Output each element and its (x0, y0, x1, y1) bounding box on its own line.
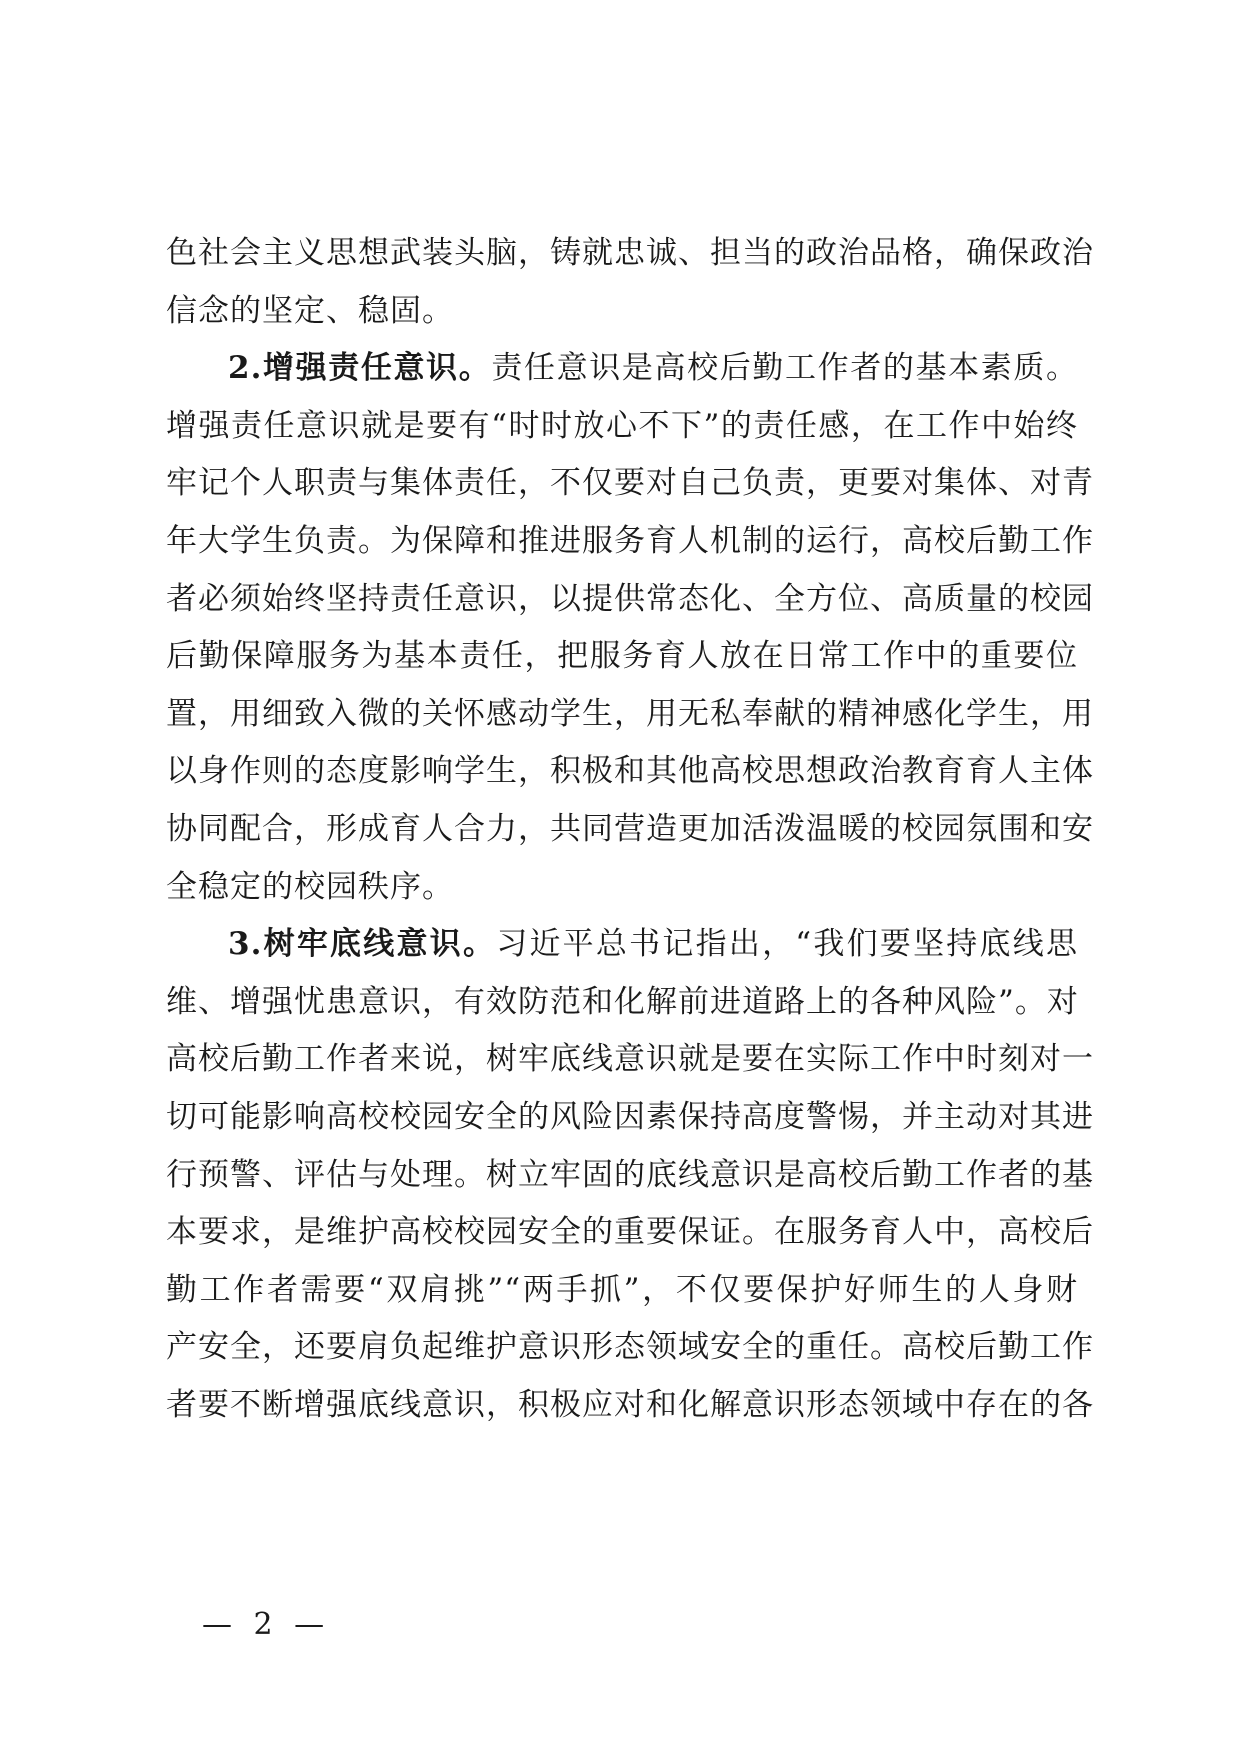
paragraph-2-line-9: 协同配合，形成育人合力，共同营造更加活泼温暖的校园氛围和安 (166, 810, 1094, 847)
paragraph-3-lead-text: 习近平总书记指出，“我们要坚持底线思 (496, 926, 1078, 963)
paragraph-3-line-1 (166, 916, 1078, 974)
paragraph-2-line-10: 全稳定的校园秩序。 (166, 868, 454, 905)
page-number: — 2 — (202, 1607, 331, 1642)
paragraph-3-line-9: 者要不断增强底线意识，积极应对和化解意识形态领域中存在的各 (166, 1386, 1094, 1423)
paragraph-2-line-6: 后勤保障服务为基本责任，把服务育人放在日常工作中的重要位 (166, 638, 1078, 675)
section-heading-bottom-line: 3.树牢底线意识。 (228, 926, 497, 963)
paragraph-2-line-8: 以身作则的态度影响学生，积极和其他高校思想政治教育育人主体 (166, 753, 1094, 790)
paragraph-2-line-2: 增强责任意识就是要有“时时放心不下”的责任感，在工作中始终 (166, 407, 1078, 444)
paragraph-2-line-3: 牢记个人职责与集体责任，不仅要对自己负责，更要对集体、对青 (166, 465, 1094, 502)
paragraph-3-line-5: 行预警、评估与处理。树立牢固的底线意识是高校后勤工作者的基 (166, 1156, 1094, 1193)
paragraph-3-line-8: 产安全，还要肩负起维护意识形态领域安全的重任。高校后勤工作 (166, 1329, 1094, 1366)
paragraph-1-line-1: 色社会主义思想武装头脑，铸就忠诚、担当的政治品格，确保政治 (166, 235, 1094, 271)
paragraph-2-line-7: 置，用细致入微的关怀感动学生，用无私奉献的精神感化学生，用 (166, 695, 1094, 732)
paragraph-3-line-4: 切可能影响高校校园安全的风险因素保持高度警惕，并主动对其进 (166, 1098, 1094, 1135)
section-heading-responsibility: 2.增强责任意识。 (228, 350, 492, 387)
paragraph-2-lead-text: 责任意识是高校后勤工作者的基本素质。 (491, 350, 1078, 387)
paragraph-2-line-1 (166, 340, 1078, 398)
paragraph-3-line-2: 维、增强忧患意识，有效防范和化解前进道路上的各种风险”。对 (166, 983, 1079, 1020)
paragraph-1-line-2: 信念的坚定、稳固。 (166, 292, 454, 329)
paragraph-2-line-4: 年大学生负责。为保障和推进服务育人机制的运行，高校后勤工作 (166, 522, 1094, 559)
paragraph-3-line-3: 高校后勤工作者来说，树牢底线意识就是要在实际工作中时刻对一 (166, 1041, 1094, 1078)
paragraph-3-line-7: 勤工作者需要“双肩挑”“两手抓”，不仅要保护好师生的人身财 (166, 1271, 1078, 1308)
paragraph-3-line-6: 本要求，是维护高校校园安全的重要保证。在服务育人中，高校后 (166, 1214, 1094, 1251)
paragraph-2-line-5: 者必须始终坚持责任意识，以提供常态化、全方位、高质量的校园 (166, 580, 1094, 617)
body-text (166, 225, 1094, 1434)
